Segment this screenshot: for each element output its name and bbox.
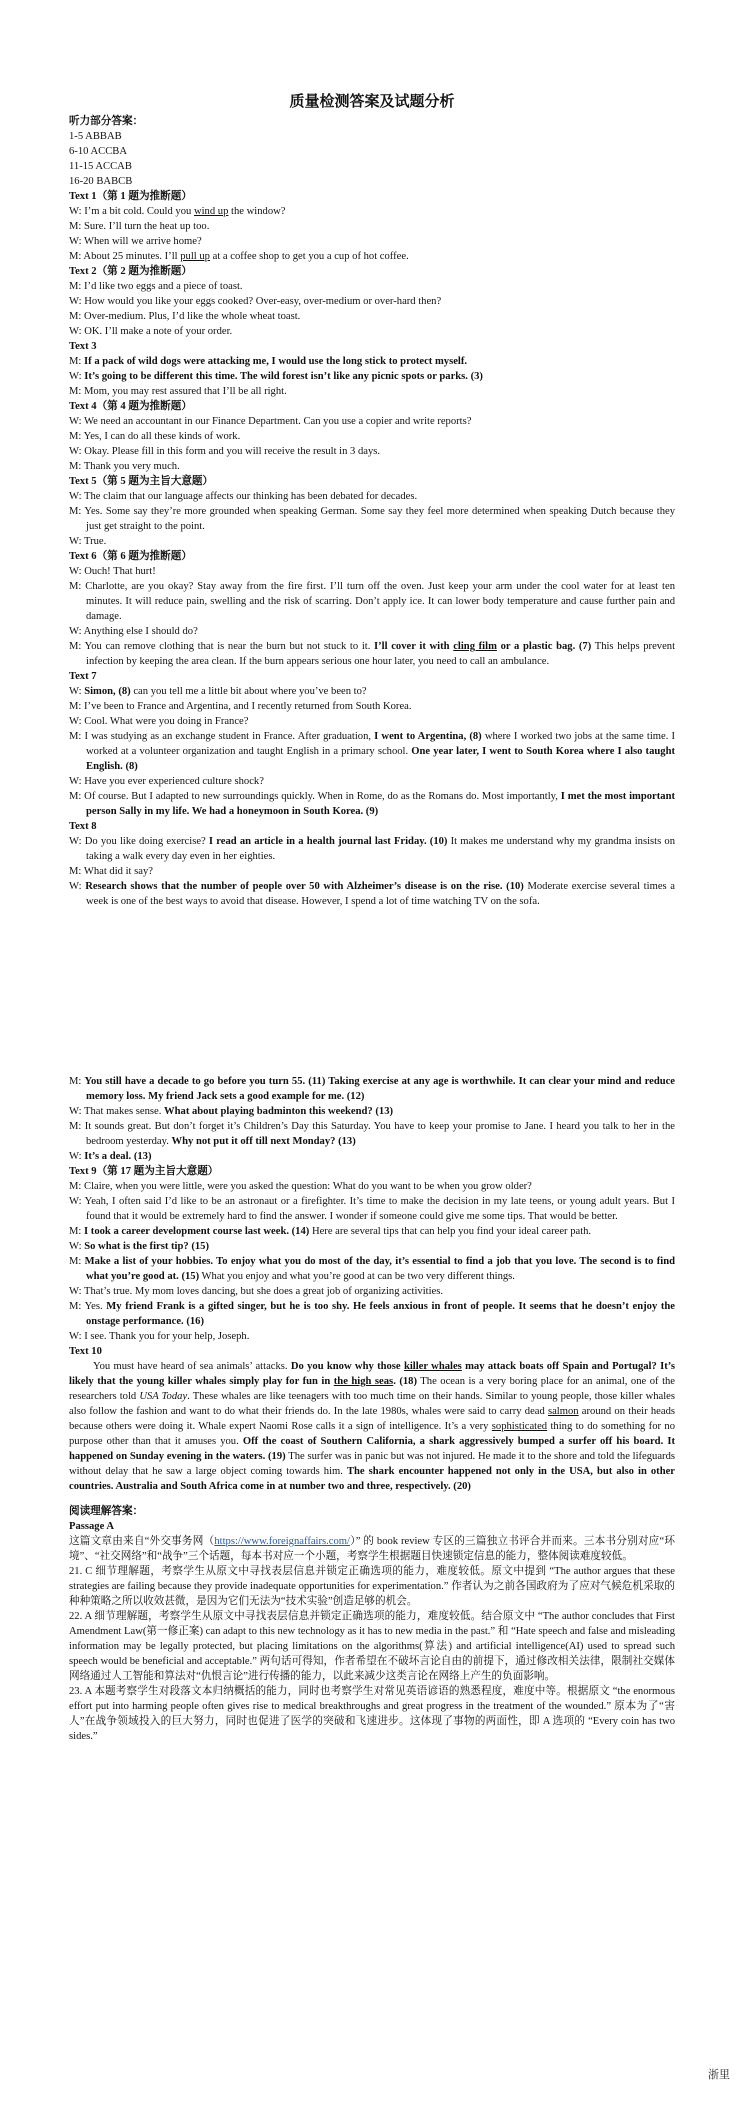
dialogue-line: M: I was studying as an exchange student in France. After graduation, I went to Argentina, (8) where I worked two jobs at the same time. I worked at a volunteer organization and taught English in a primary school. One year later, I went to South Korea where I also taught English. (8) (69, 731, 675, 772)
dialogue-line: W: Yeah, I often said I’d like to be an astronaut or a firefighter. It’s time to make the decision in my late teens, or young adult years. But I found that it would be extremely hard to find the answer. I wonder if someone could give me some tips. That would be better. (69, 1196, 675, 1222)
dialogue-line: W: Have you ever experienced culture shock? (69, 776, 264, 787)
dialogue-line: W: Okay. Please fill in this form and you will receive the result in 3 days. (69, 446, 381, 457)
dialogue-line: W: Simon, (8) can you tell me a little bit about where you’ve been to? (69, 686, 367, 697)
dialogue-line: W: Cool. What were you doing in France? (69, 716, 249, 727)
dialogue-line: W: When will we arrive home? (69, 236, 202, 247)
passage-heading: Passage A (69, 1521, 115, 1532)
dialogue-line: W: That makes sense. What about playing badminton this weekend? (13) (69, 1106, 394, 1117)
dialogue-line: W: Research shows that the number of people over 50 with Alzheimer’s disease is on the rise. (10) Moderate exercise several times a week is one of the best ways to avoid that disease. However, I spend a lot of time watching TV on the sofa. (69, 881, 675, 907)
page-title: 质量检测答案及试题分析 (289, 94, 455, 110)
answer-line: 11-15 ACCAB (69, 161, 132, 172)
dialogue-line: M: I took a career development course last week. (14) Here are several tips that can help you find your ideal career path. (69, 1226, 592, 1237)
dialogue-line: M: You still have a decade to go before you turn 55. (11) Taking exercise at any age is worthwhile. It can clear your mind and reduce memory loss. My friend Jack sets a good example for me. (12) (69, 1076, 676, 1102)
dialogue-line: W: Do you like doing exercise? I read an article in a health journal last Friday. (10) It makes me understand why my grandma insists on taking a walk every day even in her eighties. (69, 836, 676, 862)
passage-intro: 这篇文章由来自“外交事务网（https://www.foreignaffairs.com/）” 的 book review 专区的三篇独立书评合并而来。三本书分别对应“环境”、“社交网络”和“战争”三个话题，每本书对应一个小题，考察学生根据题目快速锁定信息的能力，整体阅读难度较低。 (69, 1536, 675, 1562)
dialogue-line: M: Make a list of your hobbies. To enjoy what you do most of the day, it’s essential to find a job that you love. The second is to find what you’re good at. (15) What you enjoy and what you’re good at can be two very different things. (69, 1256, 675, 1282)
dialogue-line: M: It sounds great. But don’t forget it’s Children’s Day this Saturday. You have to keep your promise to Jane. I heard you talk to her in the bedroom yesterday. Why not put it off till next Monday? (13) (69, 1121, 675, 1147)
text-8-heading: Text 8 (69, 821, 97, 832)
dialogue-line: M: You can remove clothing that is near the burn but not stuck to it. I’ll cover it with cling film or a plastic bag. (7) This helps prevent infection by keeping the area clean. If the burn appears serious one hour later, you need to call an ambulance. (69, 641, 676, 667)
dialogue-line: M: Claire, when you were little, were you asked the question: What do you want to be when you grow older? (69, 1181, 532, 1192)
dialogue-line: W: Anything else I should do? (69, 626, 198, 637)
answer-line: 1-5 ABBAB (69, 131, 122, 142)
page-break-space (69, 909, 675, 1074)
reading-heading: 阅读理解答案： (69, 1506, 144, 1517)
listening-heading: 听力部分答案： (69, 116, 144, 127)
dialogue-line: M: Charlotte, are you okay? Stay away from the fire first. I’ll turn off the oven. Just keep your arm under the cool water for at least ten minutes. It will reduce pain, swelling and the risk of scarring. Don’t apply ice. It can lower body temperature and cause further pain and damage. (69, 581, 675, 622)
answer-line: 16-20 BABCB (69, 176, 133, 187)
dialogue-line: W: I’m a bit cold. Could you wind up the window? (69, 206, 286, 217)
dialogue-line: M: Yes. Some say they’re more grounded when speaking German. Some say they feel more determined when speaking Dutch because they just get straight to the point. (69, 506, 675, 532)
dialogue-line: M: Mom, you may rest assured that I’ll be all right. (69, 386, 287, 397)
dialogue-line: M: I’ve been to France and Argentina, and I recently returned from South Korea. (69, 701, 412, 712)
text-3-heading: Text 3 (69, 341, 97, 352)
dialogue-line: W: So what is the first tip? (15) (69, 1241, 209, 1252)
dialogue-line: M: If a pack of wild dogs were attacking me, I would use the long stick to protect myself. (69, 356, 468, 367)
dialogue-line: M: Over-medium. Plus, I’d like the whole wheat toast. (69, 311, 301, 322)
dialogue-line: W: How would you like your eggs cooked? Over-easy, over-medium or over-hard then? (69, 296, 442, 307)
answer-document (69, 92, 675, 1744)
dialogue-line: W: I see. Thank you for your help, Joseph. (69, 1331, 250, 1342)
text-9-heading: Text 9（第 17 题为主旨大意题） (69, 1166, 219, 1177)
section-spacer (69, 1494, 675, 1504)
dialogue-line: M: Yes. My friend Frank is a gifted singer, but he is too shy. He feels anxious in front of people. It seems that he doesn’t enjoy the onstage performance. (16) (69, 1301, 675, 1327)
answer-line: 6-10 ACCBA (69, 146, 127, 157)
dialogue-line: W: That’s true. My mom loves dancing, but she does a great job of organizing activities. (69, 1286, 444, 1297)
text-4-heading: Text 4（第 4 题为推断题） (69, 401, 192, 412)
dialogue-line: M: Thank you very much. (69, 461, 180, 472)
dialogue-line: M: Of course. But I adapted to new surroundings quickly. When in Rome, do as the Romans do. Most importantly, I met the most important person Sally in my life. We had a honeymoon in South Korea. (9) (69, 791, 675, 817)
question-analysis: 21. C 细节理解题，考察学生从原文中寻找表层信息并锁定正确选项的能力，难度较低。原文中提到 “The author argues that these strategies are failing because they provide inadequate opportunities for experimentation.” 作者认为之前各国政府为了应对气候危机采取的种种策略之所以收效甚微，是因为它们无法为“技术实验”创造足够的机会。 (69, 1566, 675, 1607)
source-link[interactable]: https://www.foreignaffairs.com/ (214, 1536, 350, 1547)
dialogue-line: W: It’s a deal. (13) (69, 1151, 152, 1162)
dialogue-line: M: I’d like two eggs and a piece of toast. (69, 281, 243, 292)
dialogue-line: W: OK. I’ll make a note of your order. (69, 326, 233, 337)
dialogue-line: W: It’s going to be different this time. The wild forest isn’t like any picnic spots or parks. (3) (69, 371, 483, 382)
text-1-heading: Text 1（第 1 题为推断题） (69, 191, 192, 202)
text-10-heading: Text 10 (69, 1346, 102, 1357)
dialogue-line: M: About 25 minutes. I’ll pull up at a coffee shop to get you a cup of hot coffee. (69, 251, 409, 262)
question-analysis: 23. A 本题考察学生对段落文本归纳概括的能力，同时也考察学生对常见英语谚语的熟悉程度，难度中等。根据原文 “the enormous effort put into harming people often gives rise to medical breakthroughs and great progress in the treatment of the wounded.” 原本为了“害人”在战争领域投入的巨大努力，同时也促进了医学的突破和飞速进步。这体现了事物的两面性，即 A 选项的 “Every coin has two sides.” (69, 1686, 675, 1742)
dialogue-line: W: The claim that our language affects our thinking has been debated for decades. (69, 491, 418, 502)
question-analysis: 22. A 细节理解题，考察学生从原文中寻找表层信息并锁定正确选项的能力，难度较低。结合原文中 “The author concludes that First Amendment Law(第一修正案) can adapt to this new technology as it has to new media in the past.” 和 “Hate speech and false and misleading information may be legally protected, but placing limitations on the algorithms(算法) and artificial intelligence(AI) used to spread such speech would be beneficial and acceptable.” 两句话可得知，作者希望在不破坏言论自由的前提下，通过修改相关法律，限制社交媒体网络通过人工智能和算法对“仇恨言论”进行传播的能力，以此来减少这类言论在网络上产生的负面影响。 (69, 1611, 675, 1682)
footer-watermark: 浙里 (708, 2068, 730, 2081)
dialogue-line: M: What did it say? (69, 866, 153, 877)
text-2-heading: Text 2（第 2 题为推断题） (69, 266, 192, 277)
dialogue-line: M: Sure. I’ll turn the heat up too. (69, 221, 210, 232)
dialogue-line: W: We need an accountant in our Finance Department. Can you use a copier and write reports? (69, 416, 472, 427)
text-5-heading: Text 5（第 5 题为主旨大意题） (69, 476, 214, 487)
dialogue-line: W: Ouch! That hurt! (69, 566, 156, 577)
monologue-paragraph: You must have heard of sea animals’ attacks. Do you know why those killer whales may attack boats off Spain and Portugal? It’s likely that the young killer whales simply play for fun in the high seas. (18) The ocean is a very boring place for an animal, one of the researchers told USA Today. These whales are like teenagers with too much time on their hands. Similar to young people, those killer whales also follow the fashion and want to do what their friends do. In the late 1980s, whales were said to carry dead salmon around on their heads because others were doing it. Whale expert Naomi Rose calls it a sign of intelligence. It’s a very sophisticated thing to do something for no purpose other than that it amuses you. Off the coast of Southern California, a shark aggressively bumped a surfer off his board. It happened on Sunday evening in the waters. (19) The surfer was in panic but was not injured. He made it to the shore and told the lifeguards without delay that he saw a large object coming towards him. The shark encounter happened not only in the USA, but also in other countries. Australia and South Africa come in at number two and three, respectively. (20) (69, 1361, 676, 1492)
text-7-heading: Text 7 (69, 671, 97, 682)
dialogue-line: M: Yes, I can do all these kinds of work. (69, 431, 241, 442)
text-6-heading: Text 6（第 6 题为推断题） (69, 551, 192, 562)
dialogue-line: W: True. (69, 536, 107, 547)
